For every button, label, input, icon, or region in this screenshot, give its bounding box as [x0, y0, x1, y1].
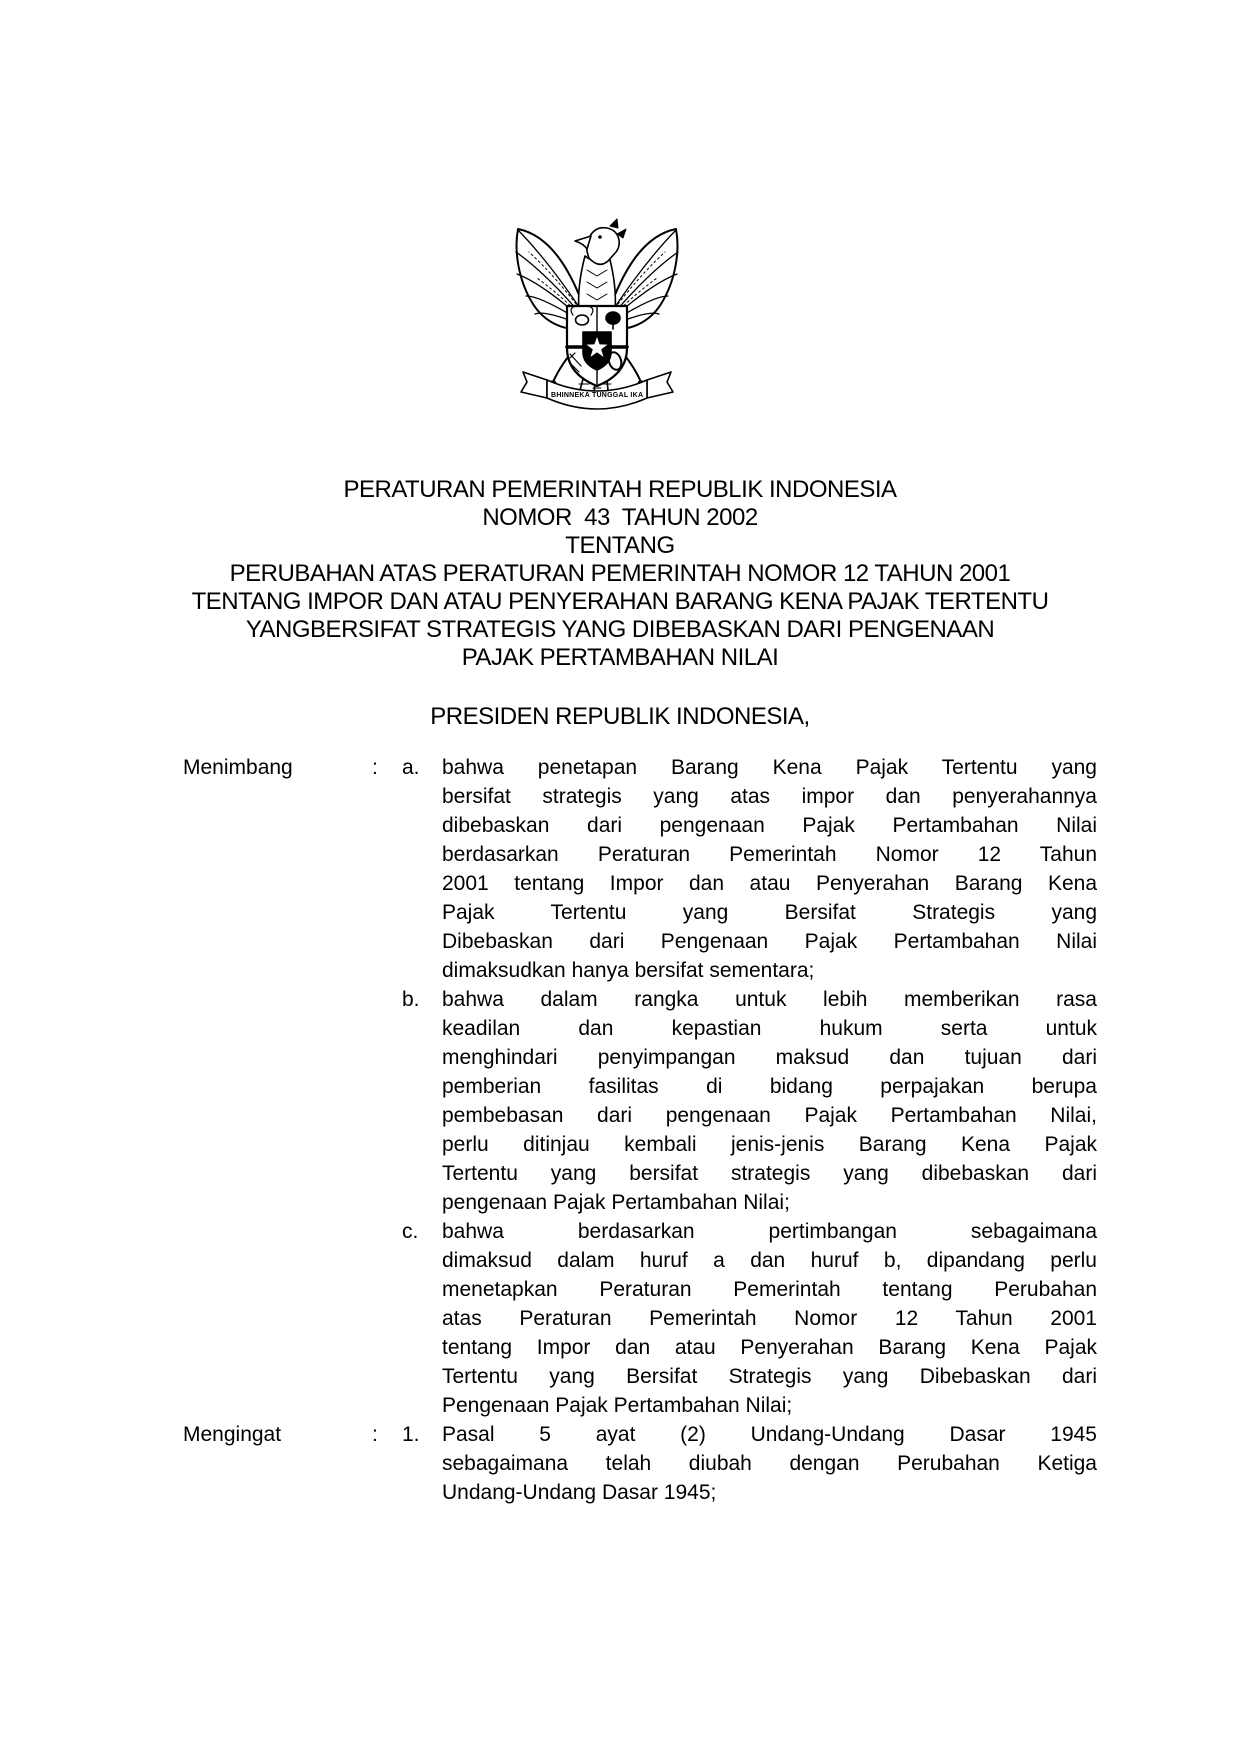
item-marker: a.: [402, 756, 420, 779]
text-line: tentang Impor dan atau Penyerahan Barang Kena Pajak: [442, 1336, 1097, 1359]
section-label: Menimbang: [183, 756, 293, 779]
title-line-4: PERUBAHAN ATAS PERATURAN PEMERINTAH NOMOR 12 TAHUN 2001: [229, 560, 1011, 587]
text-line: Tertentu yang Bersifat Strategis yang Dibebaskan dari: [442, 1365, 1097, 1388]
section-mengingat: [183, 1420, 1097, 1507]
text-line: berdasarkan Peraturan Pemerintah Nomor 12 Tahun: [442, 843, 1097, 866]
text-line: dimaksudkan hanya bersifat sementara;: [442, 959, 815, 982]
text-line: bahwa penetapan Barang Kena Pajak Tertentu yang: [442, 756, 1097, 779]
document-title-block: [0, 476, 1240, 672]
text-line: bahwa dalam rangka untuk lebih memberikan rasa: [442, 988, 1097, 1011]
salutation-line: PRESIDEN REPUBLIK INDONESIA,: [430, 703, 810, 730]
consideration-item-a: [402, 753, 1097, 985]
item-marker: c.: [402, 1220, 419, 1243]
garuda-pancasila-icon: [509, 216, 685, 414]
text-line: perlu ditinjau kembali jenis-jenis Barang Kena Pajak: [442, 1133, 1097, 1156]
text-line: bersifat strategis yang atas impor dan penyerahannya: [442, 785, 1097, 808]
consideration-item-b: [402, 985, 1097, 1217]
title-line-6: YANGBERSIFAT STRATEGIS YANG DIBEBASKAN DARI PENGENAAN: [245, 616, 995, 643]
item-marker: 1.: [402, 1423, 420, 1446]
head: [575, 219, 626, 264]
text-line: menghindari penyimpangan maksud dan tujuan dari: [442, 1046, 1097, 1069]
section-menimbang: [183, 753, 1097, 1420]
text-line: pembebasan dari pengenaan Pajak Pertambahan Nilai,: [442, 1104, 1097, 1127]
section-colon: :: [372, 1423, 378, 1446]
text-line: atas Peraturan Pemerintah Nomor 12 Tahun 2001: [442, 1307, 1097, 1330]
garuda-pancasila-emblem: [509, 216, 685, 414]
item-text: [442, 1217, 1097, 1420]
title-line-number: NOMOR 43 TAHUN 2002: [482, 504, 758, 531]
title-line-1: PERATURAN PEMERINTAH REPUBLIK INDONESIA: [343, 476, 897, 503]
text-line: Pengenaan Pajak Pertambahan Nilai;: [442, 1394, 793, 1417]
title-line-tentang: TENTANG: [565, 532, 675, 559]
ribbon-motto-text: BHINNEKA TUNGGAL IKA: [551, 392, 643, 399]
text-line: Undang-Undang Dasar 1945;: [442, 1481, 717, 1504]
text-line: menetapkan Peraturan Pemerintah tentang Perubahan: [442, 1278, 1097, 1301]
text-line: Dibebaskan dari Pengenaan Pajak Pertambahan Nilai: [442, 930, 1097, 953]
document-body: [183, 753, 1097, 1507]
text-line: 2001 tentang Impor dan atau Penyerahan Barang Kena: [442, 872, 1097, 895]
consideration-item-c: [402, 1217, 1097, 1420]
text-line: Pasal 5 ayat (2) Undang-Undang Dasar 1945: [442, 1423, 1097, 1446]
pancasila-shield: [567, 306, 627, 386]
item-text: [442, 985, 1097, 1217]
text-line: keadilan dan kepastian hukum serta untuk: [442, 1017, 1097, 1040]
text-line: Tertentu yang bersifat strategis yang dibebaskan dari: [442, 1162, 1097, 1185]
text-line: pemberian fasilitas di bidang perpajakan berupa: [442, 1075, 1097, 1098]
item-text: [442, 1420, 1097, 1507]
title-line-5: TENTANG IMPOR DAN ATAU PENYERAHAN BARANG KENA PAJAK TERTENTU: [191, 588, 1049, 615]
text-line: sebagaimana telah diubah dengan Perubahan Ketiga: [442, 1452, 1097, 1475]
item-marker: b.: [402, 988, 420, 1011]
legal-basis-item-1: [402, 1420, 1097, 1507]
text-line: Pajak Tertentu yang Bersifat Strategis yang: [442, 901, 1097, 924]
text-line: dimaksud dalam huruf a dan huruf b, dipandang perlu: [442, 1249, 1097, 1272]
text-line: pengenaan Pajak Pertambahan Nilai;: [442, 1191, 790, 1214]
text-line: bahwa berdasarkan pertimbangan sebagaimana: [442, 1220, 1097, 1243]
section-label: Mengingat: [183, 1423, 282, 1446]
text-line: dibebaskan dari pengenaan Pajak Pertambahan Nilai: [442, 814, 1097, 837]
item-text: [442, 753, 1097, 985]
title-line-7: PAJAK PERTAMBAHAN NILAI: [461, 644, 779, 671]
section-colon: :: [372, 756, 378, 779]
